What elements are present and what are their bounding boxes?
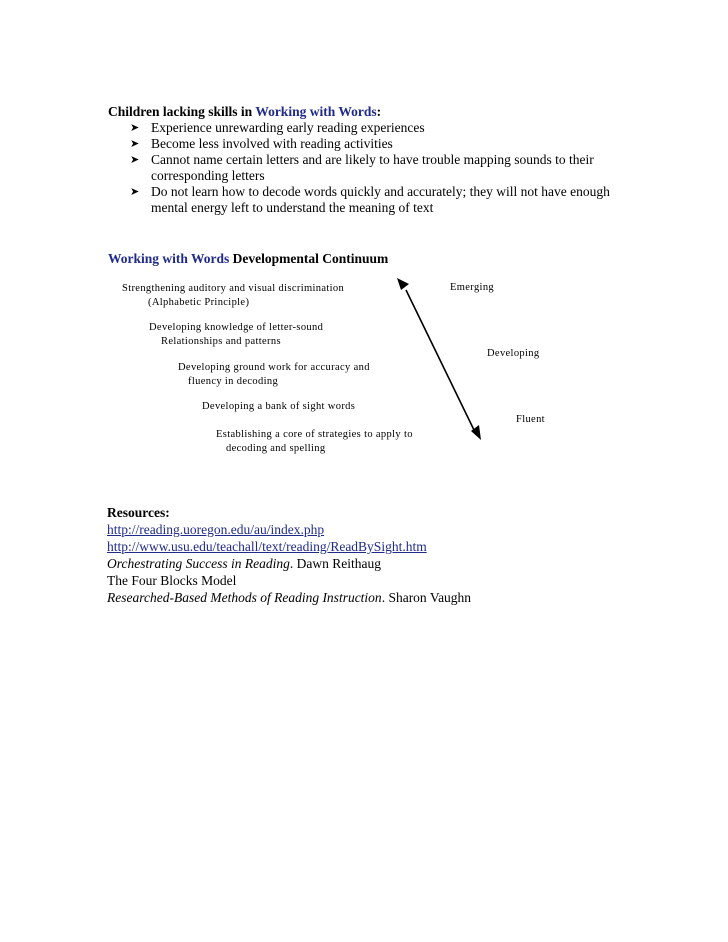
continuum-item-line: Developing ground work for accuracy and bbox=[178, 362, 370, 373]
arrow-bullet-icon: ➤ bbox=[130, 122, 140, 134]
arrow-shaft bbox=[406, 290, 474, 430]
resources-title: Resources: bbox=[107, 505, 170, 520]
resource-link-usu[interactable]: http://www.usu.edu/teachall/text/reading/ReadBySight.htm bbox=[107, 539, 427, 554]
heading-highlight: Working with Words bbox=[255, 104, 377, 119]
continuum-item-line: Establishing a core of strategies to apply to bbox=[216, 429, 413, 440]
arrow-bullet-icon: ➤ bbox=[130, 186, 140, 198]
resource-link-uoregon[interactable]: http://reading.uoregon.edu/au/index.php bbox=[107, 522, 325, 537]
bullet-text: Become less involved with reading activities bbox=[151, 136, 393, 151]
resource-link-row bbox=[107, 538, 427, 555]
heading-prefix: Children lacking skills in bbox=[108, 104, 256, 119]
arrow-bullet-icon: ➤ bbox=[130, 138, 140, 150]
continuum-heading-highlight: Working with Words bbox=[108, 251, 230, 266]
resource-book-orchestrating bbox=[107, 555, 381, 572]
bullet-text: Do not learn how to decode words quickly and accurately; they will not have enough mental energy left to understand the meaning of text bbox=[151, 184, 610, 215]
stage-label-fluent: Fluent bbox=[516, 414, 545, 425]
arrow-bullet-icon: ➤ bbox=[130, 154, 140, 166]
stage-label-developing: Developing bbox=[487, 348, 540, 359]
continuum-item-line: fluency in decoding bbox=[188, 376, 279, 387]
stage-label-emerging: Emerging bbox=[450, 282, 495, 293]
continuum-item-line: Developing knowledge of letter-sound bbox=[149, 322, 324, 333]
book-author: . Sharon Vaughn bbox=[381, 590, 472, 605]
heading-suffix: : bbox=[376, 104, 382, 119]
arrow-head-top-icon bbox=[397, 278, 409, 290]
continuum-item-line: decoding and spelling bbox=[226, 443, 326, 454]
book-title: Researched-Based Methods of Reading Instruction bbox=[107, 590, 382, 605]
bullet-text: Experience unrewarding early reading experiences bbox=[151, 120, 425, 135]
resource-book-researched bbox=[107, 589, 471, 606]
bullet-text: Cannot name certain letters and are likely to have trouble mapping sounds to their corresponding letters bbox=[151, 152, 594, 183]
continuum-item-line: Relationships and patterns bbox=[161, 336, 281, 347]
book-title: Orchestrating Success in Reading bbox=[107, 556, 290, 571]
continuum-heading-rest: Developmental Continuum bbox=[229, 251, 389, 266]
book-author: . Dawn Reithaug bbox=[289, 556, 381, 571]
continuum-item-line: Developing a bank of sight words bbox=[202, 401, 356, 412]
continuum-item-line: Strengthening auditory and visual discrimination bbox=[122, 283, 345, 294]
resource-four-blocks: The Four Blocks Model bbox=[107, 573, 237, 588]
resource-link-row bbox=[107, 521, 324, 538]
continuum-item-line: (Alphabetic Principle) bbox=[148, 297, 250, 308]
